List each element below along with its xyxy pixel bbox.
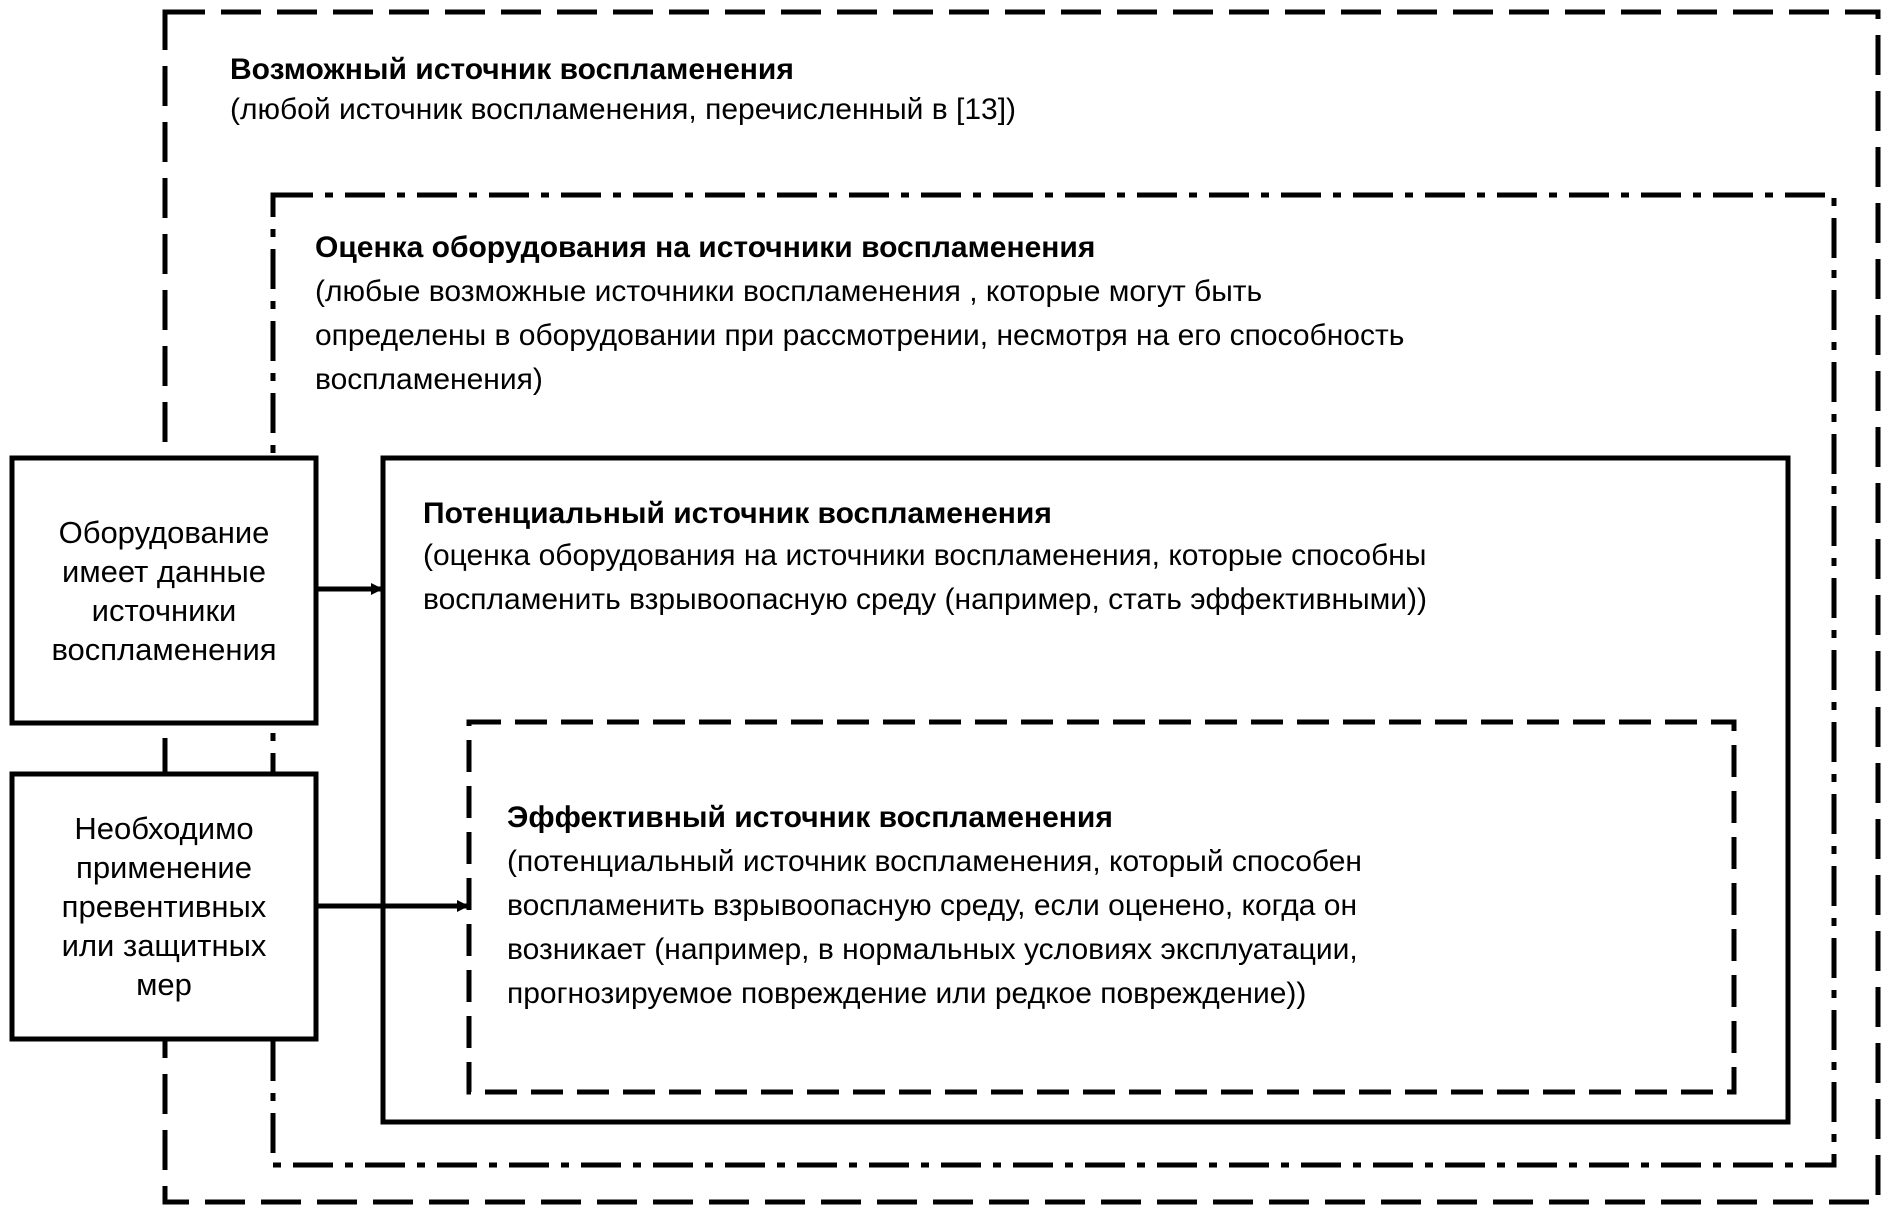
effective-source-description: (потенциальный источник воспламенения, который способен воспламенить взрывоопасную среду, если оценено, когда он возникает (например, в нормальных условиях эксплуатации, прогнозируемое повреждение или редкое повреждение)) — [507, 845, 1362, 1010]
effective-source-title: Эффективный источник воспламенения — [507, 801, 1113, 834]
potential-source-title: Потенциальный источник воспламенения — [423, 497, 1052, 530]
equipment-has-sources-label: Оборудование имеет данные источники воспламенения — [51, 514, 277, 667]
measures-required-label: Необходимо применение превентивных или защитных мер — [61, 811, 267, 1002]
possible-source-description: (любой источник воспламенения, перечисленный в [13]) — [230, 93, 1017, 126]
potential-source-description: (оценка оборудования на источники воспламенения, которые способны воспламенить взрывоопасную среду (например, стать эффективными)) — [423, 539, 1427, 616]
assessment-title: Оценка оборудования на источники воспламенения — [315, 231, 1096, 264]
assessment-description: (любые возможные источники воспламенения , которые могут быть определены в оборудовании при рассмотрении, несмотря на его способность воспламенения) — [315, 275, 1405, 396]
possible-source-title: Возможный источник воспламенения — [230, 53, 794, 86]
